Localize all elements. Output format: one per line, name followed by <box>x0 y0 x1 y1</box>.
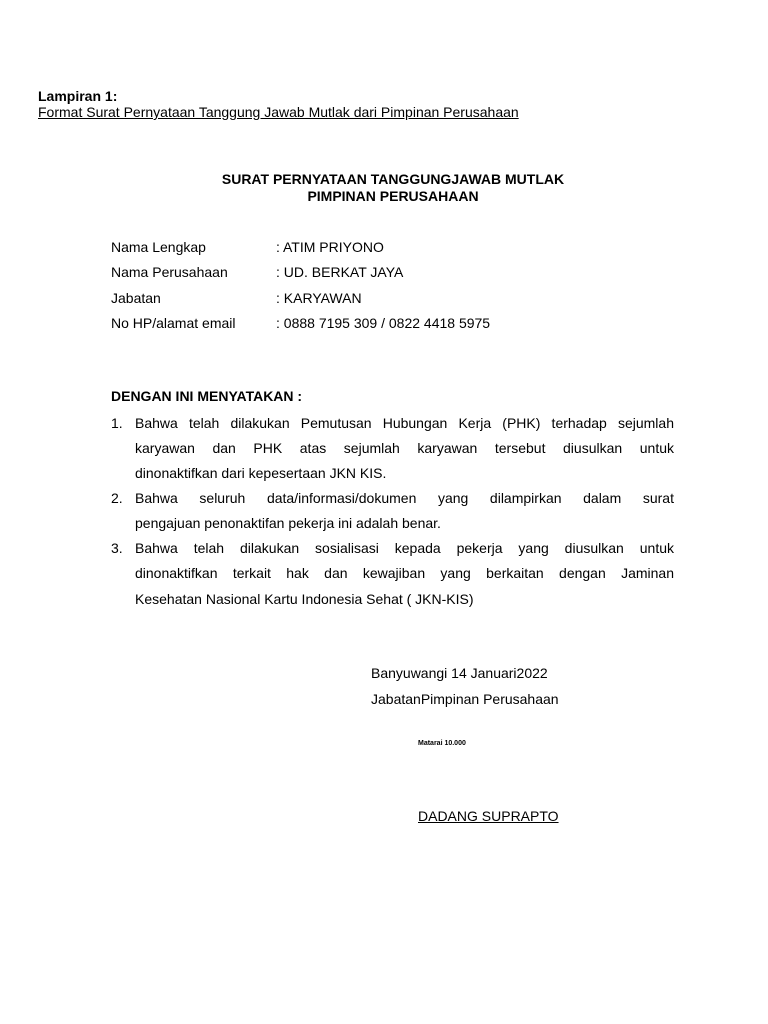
identity-label-contact: No HP/alamat email <box>111 315 236 331</box>
signature-position: JabatanPimpinan Perusahaan <box>371 691 559 707</box>
statement-item-line: pengajuan penonaktifan pekerja ini adalah benar. <box>135 515 441 531</box>
lampiran-label: Lampiran 1: <box>38 88 118 104</box>
identity-value-position: : KARYAWAN <box>276 290 362 306</box>
statement-item-line: dinonaktifkan terkait hak dan kewajiban yang berkaitan dengan Jaminan <box>135 565 674 581</box>
identity-label-name: Nama Lengkap <box>111 239 206 255</box>
signer-name: DADANG SUPRAPTO <box>418 808 559 824</box>
statement-item-line: Bahwa telah dilakukan sosialisasi kepada pekerja yang diusulkan untuk <box>135 540 674 556</box>
materai-label: Matarai 10.000 <box>418 740 466 747</box>
statement-item-line: dinonaktifkan dari kepesertaan JKN KIS. <box>135 465 387 481</box>
identity-value-contact: : 0888 7195 309 / 0822 4418 5975 <box>276 315 491 331</box>
statement-heading: DENGAN INI MENYATAKAN : <box>111 388 303 404</box>
identity-label-company: Nama Perusahaan <box>111 264 228 280</box>
statement-item-line: Kesehatan Nasional Kartu Indonesia Sehat ( JKN-KIS) <box>135 591 474 607</box>
identity-value-company: : UD. BERKAT JAYA <box>276 264 404 280</box>
lampiran-description: Format Surat Pernyataan Tanggung Jawab Mutlak dari Pimpinan Perusahaan <box>38 104 519 120</box>
identity-label-position: Jabatan <box>111 290 161 306</box>
signature-place-date: Banyuwangi 14 Januari2022 <box>371 665 548 681</box>
statement-item-line: karyawan dan PHK atas sejumlah karyawan tersebut diusulkan untuk <box>135 440 674 456</box>
statement-item-line: Bahwa telah dilakukan Pemutusan Hubungan Kerja (PHK) terhadap sejumlah <box>135 415 674 431</box>
statement-item-number: 1. <box>111 415 123 431</box>
identity-value-name: : ATIM PRIYONO <box>276 239 384 255</box>
statement-item-number: 3. <box>111 540 123 556</box>
statement-item-number: 2. <box>111 490 123 506</box>
document-title-line-2: PIMPINAN PERUSAHAAN <box>307 188 479 204</box>
statement-item-line: Bahwa seluruh data/informasi/dokumen yang dilampirkan dalam surat <box>135 490 674 506</box>
document-title-line-1: SURAT PERNYATAAN TANGGUNGJAWAB MUTLAK <box>221 171 565 187</box>
